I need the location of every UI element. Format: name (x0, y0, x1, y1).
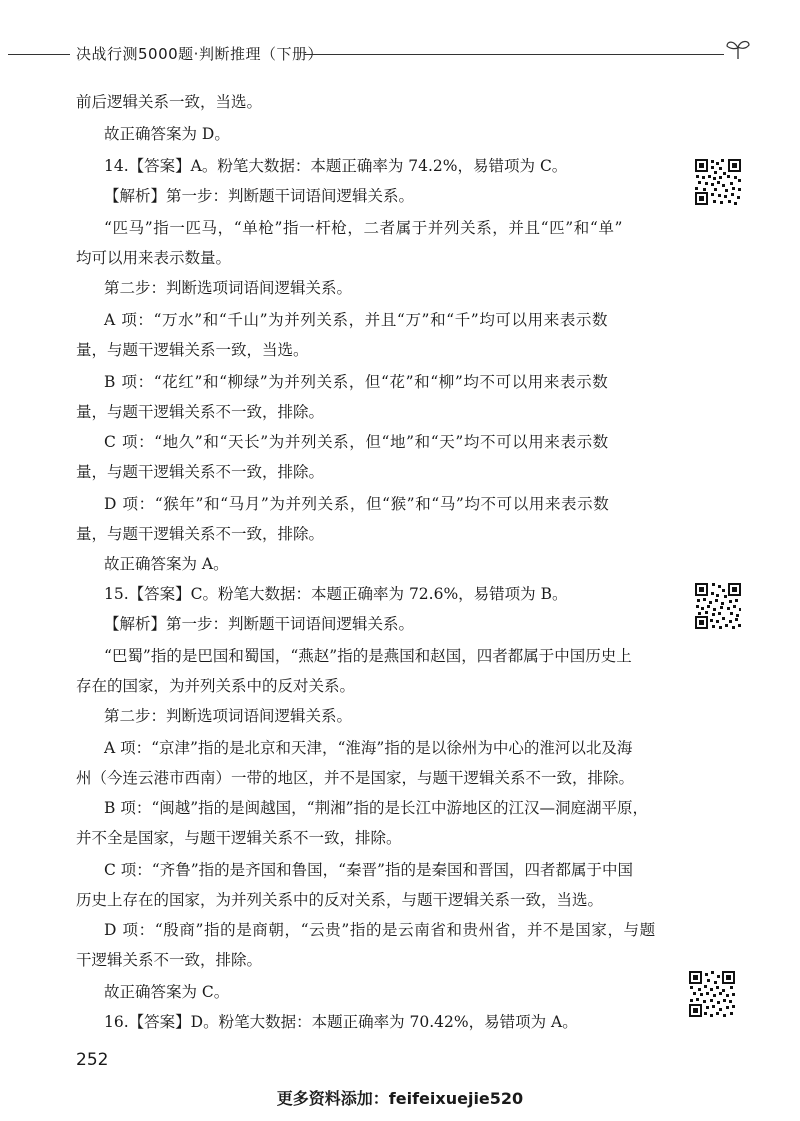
sprout-icon (724, 38, 752, 60)
book-title: 决战行测5000题·判断推理（下册） (76, 45, 323, 63)
text-line: 故正确答案为 C。 (104, 983, 230, 1001)
option-a-line: A 项：“万水”和“千山”为并列关系，并且“万”和“千”均可以用来表示数 (104, 311, 609, 329)
qr-code-16[interactable] (688, 970, 736, 1018)
qr-code-icon (694, 582, 742, 630)
footer-note: 更多资料添加：feifeixuejie520 (276, 1089, 524, 1108)
text-line: 历史上存在的国家，为并列关系中的反对关系，与题干逻辑关系一致，当选。 (76, 891, 604, 909)
option-a-line: A 项：“京津”指的是北京和天津，“淮海”指的是以徐州为中心的淮河以北及海 (104, 739, 633, 757)
analysis-15-line: 【解析】第一步：判断题干词语间逻辑关系。 (104, 615, 415, 633)
answer-15-line: 15.【答案】C。粉笔大数据：本题正确率为 72.6%，易错项为 B。 (104, 585, 568, 603)
running-header (0, 38, 800, 68)
text-line: 前后逻辑关系一致，当选。 (76, 93, 263, 111)
option-c-line: C 项：“齐鲁”指的是齐国和鲁国，“秦晋”指的是秦国和晋国，四者都属于中国 (104, 861, 633, 879)
text-line: 故正确答案为 A。 (104, 555, 229, 573)
text-line: 干逻辑关系不一致，排除。 (76, 951, 263, 969)
qr-code-icon (688, 970, 736, 1018)
answer-14-line: 14.【答案】A。粉笔大数据：本题正确率为 74.2%，易错项为 C。 (104, 157, 568, 175)
text-line: 故正确答案为 D。 (104, 125, 230, 143)
option-d-line: D 项：“殷商”指的是商朝，“云贵”指的是云南省和贵州省，并不是国家，与题 (104, 921, 656, 939)
page-number: 252 (76, 1050, 109, 1070)
text-line: 第二步：判断选项词语间逻辑关系。 (104, 707, 353, 725)
qr-code-14[interactable] (694, 158, 742, 206)
option-d-line: D 项：“猴年”和“马月”为并列关系，但“猴”和“马”均不可以用来表示数 (104, 495, 610, 513)
qr-code-15[interactable] (694, 582, 742, 630)
text-line: 州（今连云港市西南）一带的地区，并不是国家，与题干逻辑关系不一致，排除。 (76, 769, 635, 787)
option-b-line: B 项：“花红”和“柳绿”为并列关系，但“花”和“柳”均不可以用来表示数 (104, 373, 609, 391)
text-line: 量，与题干逻辑关系不一致，排除。 (76, 403, 325, 421)
option-b-line: B 项：“闽越”指的是闽越国，“荆湘”指的是长江中游地区的江汉—洞庭湖平原， (104, 799, 649, 817)
text-line: 存在的国家，为并列关系中的反对关系。 (76, 677, 356, 695)
text-line: “巴蜀”指的是巴国和蜀国，“燕赵”指的是燕国和赵国，四者都属于中国历史上 (104, 647, 632, 665)
text-line: 第二步：判断选项词语间逻辑关系。 (104, 279, 353, 297)
header-rule-right (304, 54, 724, 55)
text-line: 量，与题干逻辑关系不一致，排除。 (76, 525, 325, 543)
text-line: “匹马”指一匹马，“单枪”指一杆枪，二者属于并列关系，并且“匹”和“单” (104, 219, 623, 237)
option-c-line: C 项：“地久”和“天长”为并列关系，但“地”和“天”均不可以用来表示数 (104, 433, 609, 451)
answer-16-line: 16.【答案】D。粉笔大数据：本题正确率为 70.42%，易错项为 A。 (104, 1013, 578, 1031)
analysis-14-line: 【解析】第一步：判断题干词语间逻辑关系。 (104, 187, 415, 205)
text-line: 并不全是国家，与题干逻辑关系不一致，排除。 (76, 829, 402, 847)
text-line: 量，与题干逻辑关系一致，当选。 (76, 341, 309, 359)
text-line: 量，与题干逻辑关系不一致，排除。 (76, 463, 325, 481)
text-line: 均可以用来表示数量。 (76, 249, 232, 267)
header-rule-left (8, 54, 70, 55)
qr-code-icon (694, 158, 742, 206)
